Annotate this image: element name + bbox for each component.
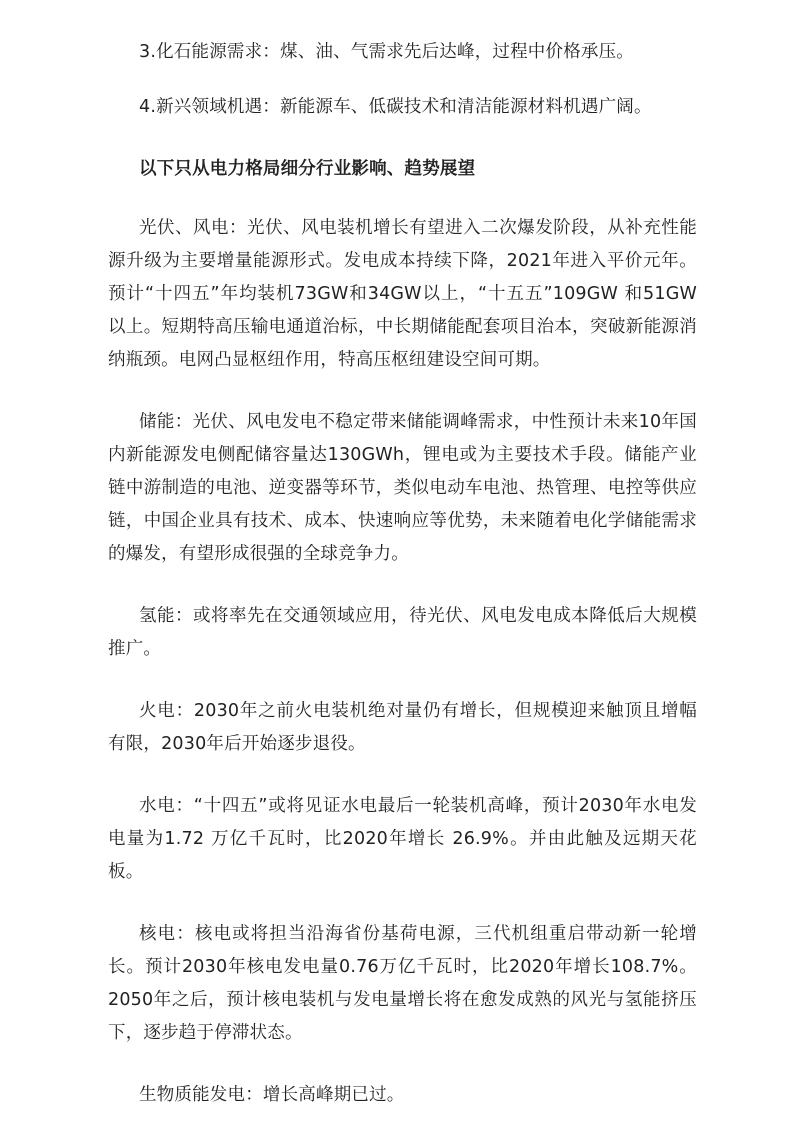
paragraph-nuclear-power: 核电：核电或将担当沿海省份基荷电源，三代机组重启带动新一轮增长。预计2030年核电发电量0.76万亿千瓦时，比2020年增长108.7%。2050年之后，预计核电装机与发电量增长将在愈发成熟的风光与氢能挤压下，逐步趋于停滞状态。 (108, 924, 697, 1043)
paragraph-solar-wind: 光伏、风电：光伏、风电装机增长有望进入二次爆发阶段，从补充性能源升级为主要增量能源形式。发电成本持续下降，2021年进入平价元年。预计“十四五”年均装机73GW和34GW以上，“十五五”109GW 和51GW 以上。短期特高压输电通道治标，中长期储能配套项目治本，突破新能源消纳瓶颈。电网凸显枢纽作用，特高压枢纽建设空间可期。 (108, 218, 697, 370)
paragraph-fossil-energy-demand: 3.化石能源需求：煤、油、气需求先后达峰，过程中价格承压。 (139, 42, 634, 62)
section-heading-power-outlook: 以下只从电力格局细分行业影响、趋势展望 (139, 159, 476, 179)
paragraph-emerging-opportunities: 4.新兴领域机遇：新能源车、低碳技术和清洁能源材料机遇广阔。 (139, 97, 652, 117)
paragraph-hydropower: 水电：“十四五”或将见证水电最后一轮装机高峰，预计2030年水电发电量为1.72 万亿千瓦时，比2020年增长 26.9%。并由此触及远期天花板。 (108, 796, 697, 882)
paragraph-hydrogen: 氢能：或将率先在交通领域应用，待光伏、风电发电成本降低后大规模推广。 (108, 606, 697, 659)
paragraph-biomass-power: 生物质能发电：增长高峰期已过。 (139, 1085, 405, 1105)
paragraph-energy-storage: 储能：光伏、风电发电不稳定带来储能调峰需求，中性预计未来10年国内新能源发电侧配储容量达130GWh，锂电或为主要技术手段。储能产业链中游制造的电池、逆变器等环节，类似电动车电池、热管理、电控等供应链，中国企业具有技术、成本、快速响应等优势，未来随着电化学储能需求的爆发，有望形成很强的全球竞争力。 (108, 412, 697, 564)
paragraph-thermal-power: 火电：2030年之前火电装机绝对量仍有增长，但规模迎来触顶且增幅有限，2030年后开始逐步退役。 (108, 701, 697, 754)
